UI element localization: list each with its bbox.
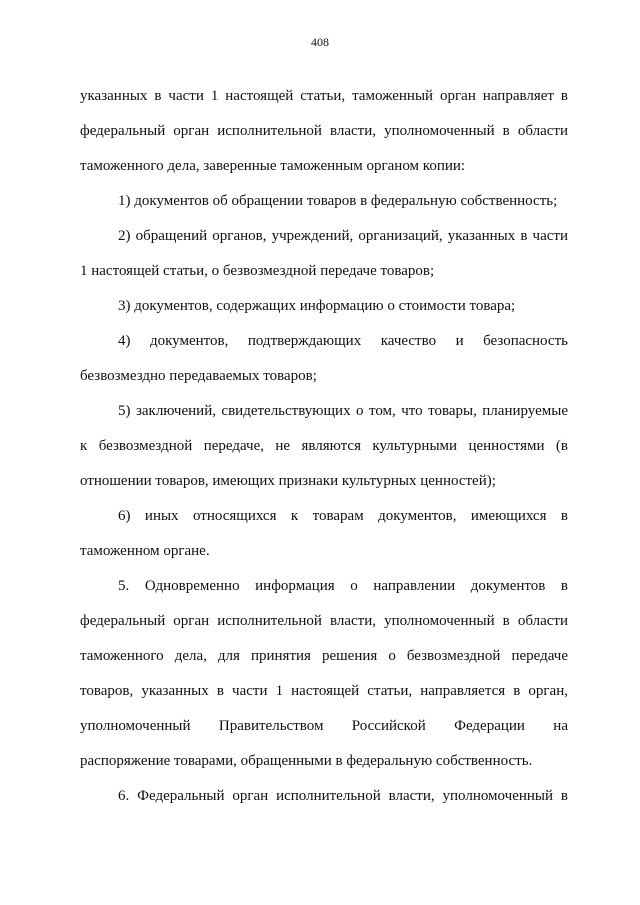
text-line-3: таможенного дела, заверенные таможенным органом копии:	[80, 158, 466, 174]
paragraph-5-line-5: уполномоченный Правительством Российской Федерации на	[80, 718, 568, 734]
list-item-3: 3) документов, содержащих информацию о стоимости товара;	[118, 298, 516, 314]
list-item-2-line-1: 2) обращений органов, учреждений, организаций, указанных в части	[118, 228, 568, 244]
list-item-1: 1) документов об обращении товаров в федеральную собственность;	[118, 193, 558, 209]
list-item-4-line-1: 4) документов, подтверждающих качество и безопасность	[118, 333, 568, 349]
text-line-2: федеральный орган исполнительной власти, уполномоченный в области	[80, 123, 568, 139]
list-item-5-line-3: отношении товаров, имеющих признаки культурных ценностей);	[80, 473, 496, 489]
list-item-5-line-2: к безвозмездной передаче, не являются культурными ценностями (в	[80, 438, 568, 454]
paragraph-5-line-4: товаров, указанных в части 1 настоящей статьи, направляется в орган,	[80, 683, 568, 699]
paragraph-5-line-6: распоряжение товарами, обращенными в федеральную собственность.	[80, 753, 533, 769]
list-item-4-line-2: безвозмездно передаваемых товаров;	[80, 368, 317, 384]
paragraph-5-line-3: таможенного дела, для принятия решения о безвозмездной передаче	[80, 648, 568, 664]
paragraph-6-line-1: 6. Федеральный орган исполнительной власти, уполномоченный в	[118, 788, 568, 804]
text-line-1: указанных в части 1 настоящей статьи, таможенный орган направляет в	[80, 88, 568, 104]
paragraph-5-line-2: федеральный орган исполнительной власти, уполномоченный в области	[80, 613, 568, 629]
list-item-2-line-2: 1 настоящей статьи, о безвозмездной передаче товаров;	[80, 263, 435, 279]
page-number: 408	[311, 35, 329, 49]
list-item-5-line-1: 5) заключений, свидетельствующих о том, что товары, планируемые	[118, 403, 568, 419]
list-item-6-line-1: 6) иных относящихся к товарам документов, имеющихся в	[118, 508, 568, 524]
list-item-6-line-2: таможенном органе.	[80, 543, 210, 559]
paragraph-5-line-1: 5. Одновременно информация о направлении документов в	[118, 578, 568, 594]
